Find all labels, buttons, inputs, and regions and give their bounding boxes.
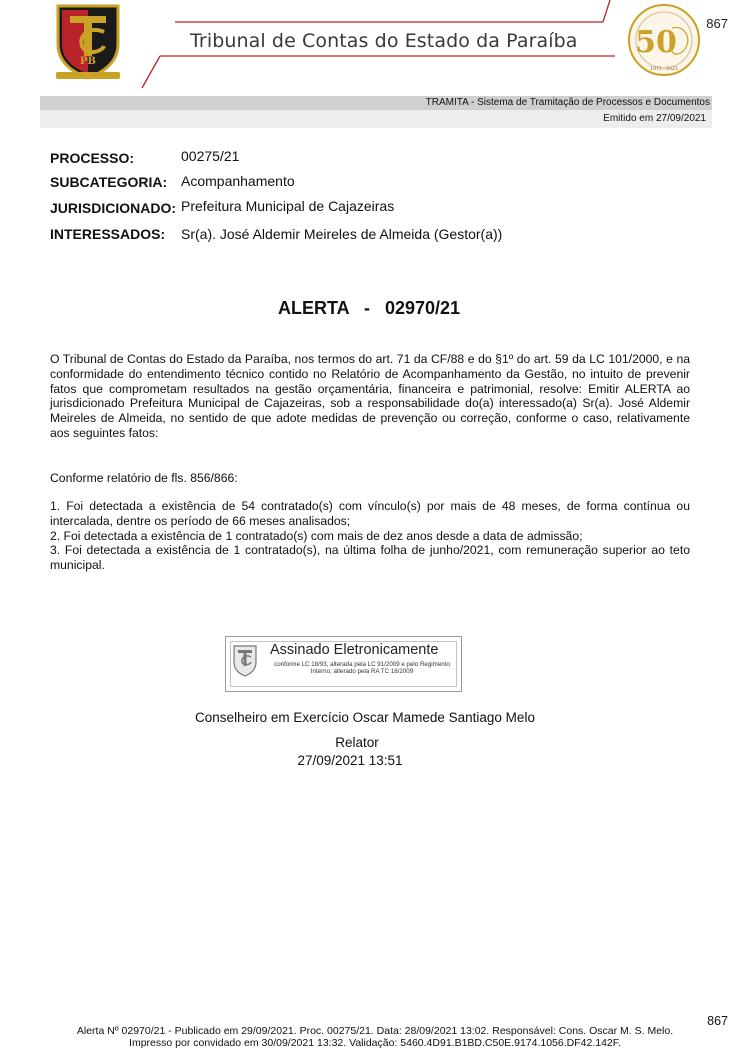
interested-value: Sr(a). José Aldemir Meireles de Almeida (Gestor(a)): [181, 226, 503, 242]
findings-list: [50, 499, 690, 573]
50-years-seal: [612, 2, 716, 78]
alert-body: [50, 352, 690, 441]
band-bottom: [40, 110, 712, 128]
electronic-signature-stamp: [225, 636, 462, 692]
alert-body-paragraph: O Tribunal de Contas do Estado da Paraíba, nos termos do art. 71 da CF/88 e do §1º do art. 59 da LC 101/2000, e na conformidade do entendimento técnico contido no Relatório de Acompanhamento da Gestão, no intuito de prevenir fatos que comprometam resultados na gestão orçamentária, financeira e patrimonial, resolve: Emitir ALERTA ao jurisdicionado Prefeitura Municipal de Cajazeiras, sob a responsabilidade do(a) interessado(a) Sr(a). José Aldemir Meireles de Almeida, no sentido de que adote medidas de prevenção ou correção, conforme o caso, relativamente aos seguintes fatos:: [50, 352, 690, 440]
tce-seal-icon: [232, 644, 258, 678]
page-number-bottom: 867: [707, 1014, 728, 1028]
signer-role: Relator: [335, 735, 379, 750]
finding-item: 1. Foi detectada a existência de 54 contratado(s) com vínculo(s) por mais de 48 meses, de forma contínua ou intercalada, dentre os período de 66 meses analisados;: [50, 499, 690, 528]
process-value: 00275/21: [181, 148, 240, 164]
institution-title: Tribunal de Contas do Estado da Paraíba: [190, 30, 578, 52]
system-name: TRAMITA - Sistema de Tramitação de Processos e Documentos: [425, 97, 710, 108]
stamp-title: Assinado Eletronicamente: [270, 642, 439, 658]
page-number-top: 867: [706, 16, 728, 31]
tce-pb-logo: [52, 2, 124, 82]
signer-name: Conselheiro em Exercício Oscar Mamede Santiago Melo: [195, 710, 535, 725]
finding-item: 2. Foi detectada a existência de 1 contratado(s) com mais de dez anos desde a data de admissão;: [50, 528, 583, 543]
footer-validation-info: Impresso por convidado em 30/09/2021 13:32. Validação: 5460.4D91.B1BD.C50E.9174.1056.DF42.142F.: [129, 1037, 621, 1049]
subcategory-label: SUBCATEGORIA:: [50, 174, 168, 190]
svg-text:1971 - 2021: 1971 - 2021: [650, 67, 678, 72]
jurisdiction-label: JURISDICIONADO:: [50, 200, 177, 216]
interested-label: INTERESSADOS:: [50, 226, 166, 242]
report-reference: Conforme relatório de fls. 856/866:: [50, 471, 238, 485]
stamp-legal-text: conforme LC 18/93, alterada pela LC 91/2009 e pelo Regimento Interno, alterado pela RA TC 18/2009: [274, 661, 450, 676]
alert-title: ALERTA - 02970/21: [277, 298, 461, 318]
logo-pb-text: PB: [80, 56, 96, 67]
band-top: [40, 96, 712, 110]
system-band: [40, 96, 712, 128]
subcategory-value: Acompanhamento: [181, 173, 295, 189]
process-label: PROCESSO:: [50, 150, 135, 166]
footer-publication-info: Alerta Nº 02970/21 - Publicado em 29/09/2021. Proc. 00275/21. Data: 28/09/2021 13:02. Responsável: Cons. Oscar M. S. Melo.: [76, 1025, 674, 1037]
signature-date: 27/09/2021 13:51: [297, 753, 403, 768]
jurisdiction-value: Prefeitura Municipal de Cajazeiras: [181, 198, 395, 214]
finding-item: 3. Foi detectada a existência de 1 contratado(s), na última folha de junho/2021, com remuneração superior ao teto municipal.: [50, 543, 690, 573]
svg-text:50: 50: [635, 25, 677, 60]
emitted-date: Emitido em 27/09/2021: [603, 113, 706, 124]
